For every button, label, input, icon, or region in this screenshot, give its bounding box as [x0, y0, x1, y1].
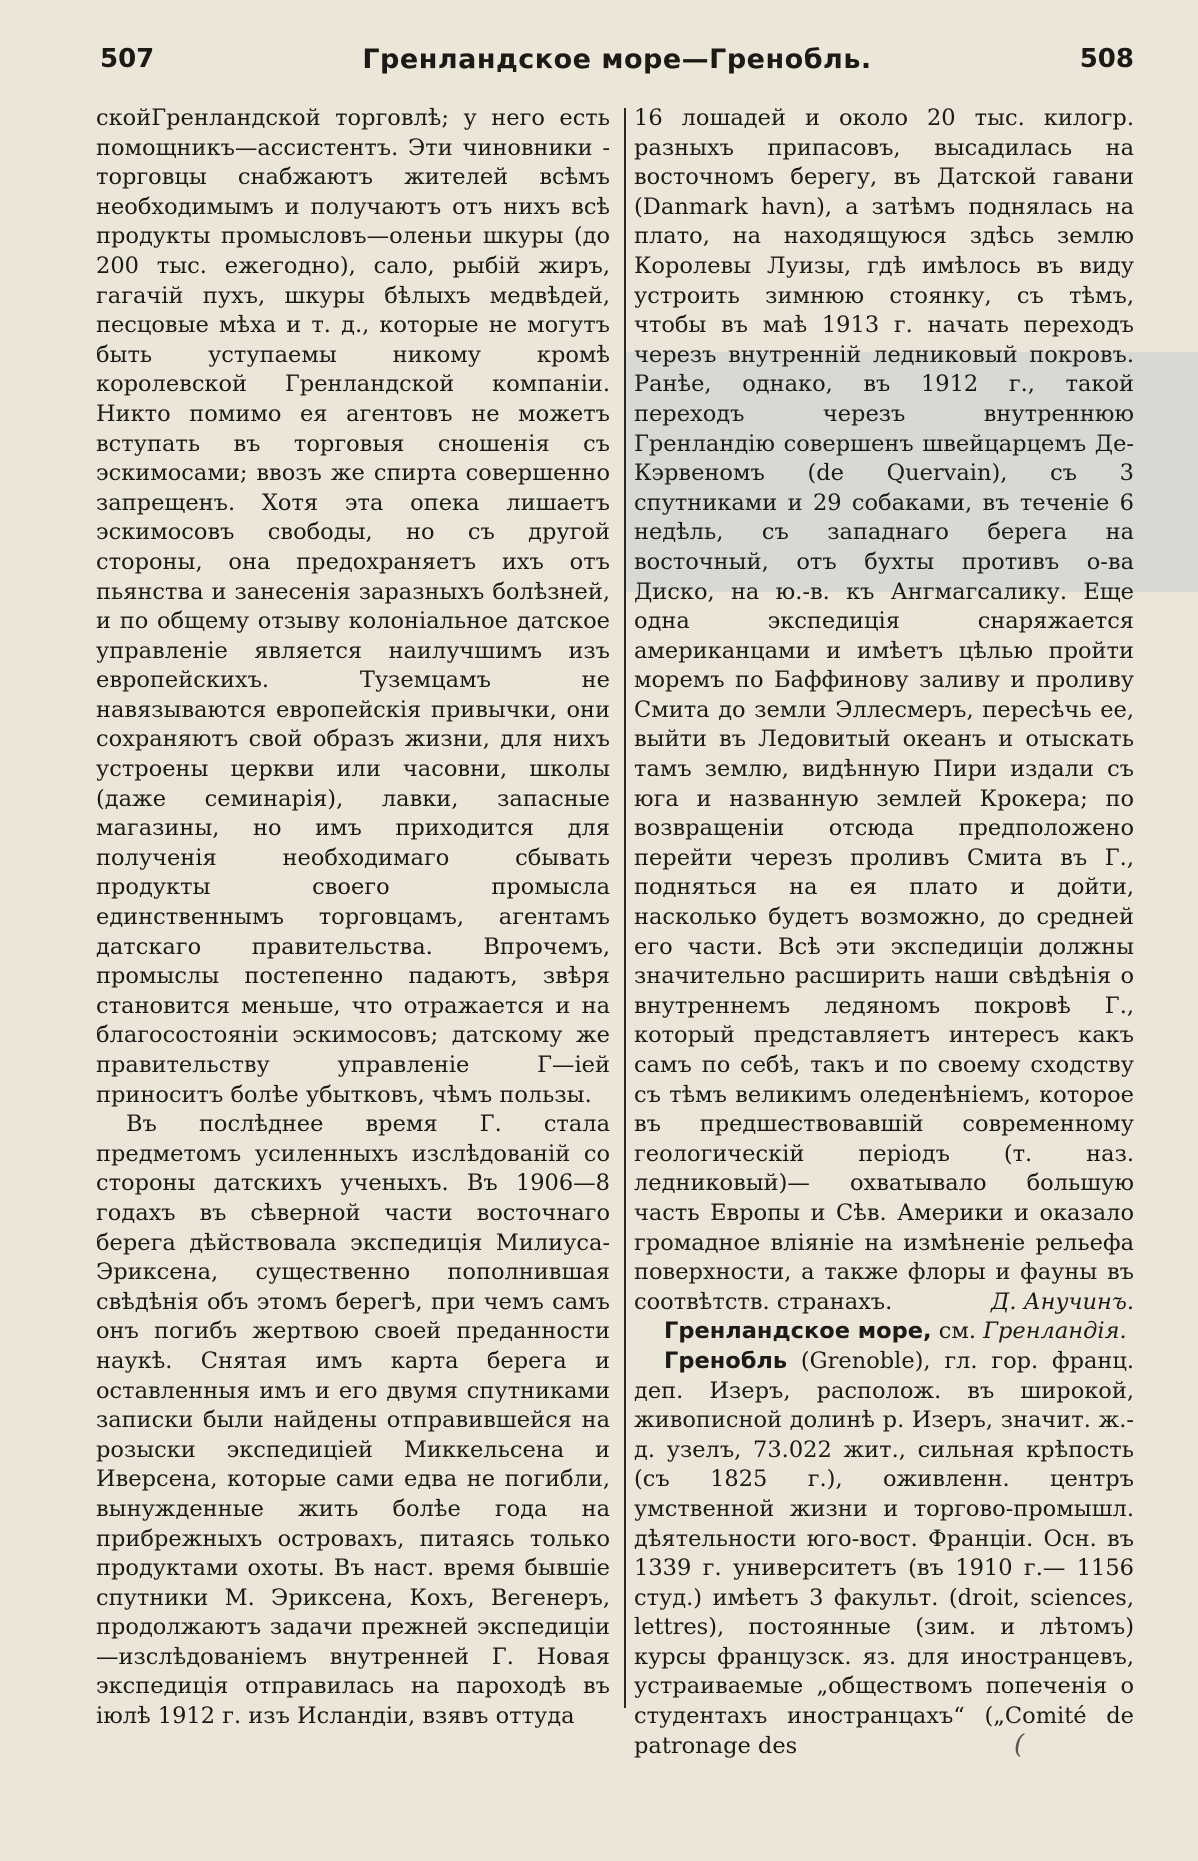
- right-column: [634, 104, 1134, 1759]
- page-number-left: 507: [100, 44, 155, 74]
- running-title: Гренландское море—Гренобль.: [362, 44, 872, 75]
- entry-grenoble-head: Гренобль: [664, 1347, 788, 1374]
- page-number-right: 508: [1079, 44, 1134, 74]
- right-paragraph-1-text: 16 лошадей и около 20 тыс. килогр. разныхъ припасовъ, высадилась на восточномъ берегу, въ Датской гавани (Danmark havn), а затѣмъ поднялась на плато, на находящуюся здѣсь землю Королевы Луизы, гдѣ имѣлось въ виду устроить зимнюю стоянку, съ тѣмъ, чтобы въ маѣ 1913 г. начать переходъ черезъ внутренній ледниковый покровъ. Ранѣе, однако, въ 1912 г., такой переходъ черезъ внутреннюю Гренландію совершенъ швейцарцемъ Де-Кэрвеномъ (de Quervain), съ 3 спутниками и 29 собаками, въ теченіе 6 недѣль, съ западнаго берега на восточный, отъ бухты противъ о-ва Диско, на ю.-в. къ Ангмагсалику. Еще одна экспедиція снаряжается американцами и имѣетъ цѣлью пройти моремъ по Баффинову заливу и проливу Смита до земли Эллесмеръ, пересѣчь ее, выйти въ Ледовитый океанъ и отыскать тамъ землю, видѣнную Пири издали съ юга и названную землей Крокера; по возвращеніи отсюда предположено перейти черезъ проливъ Смита въ Г., подняться на ея плато и дойти, насколько будетъ возможно, до средней его части. Всѣ эти экспедиціи должны значительно расширить наши свѣдѣнія о внутреннемъ ледяномъ покровѣ Г., который представляетъ интересъ какъ самъ по себѣ, такъ и по своему сходству съ тѣмъ великимъ оледенѣніемъ, которое въ предшествовавшій современному геологическій періодъ (т. наз. ледниковый)— охватывало большую часть Европы и Сѣв. Америки и оказало громадное вліяніе на измѣненіе рельефа поверхности, а также флоры и фауны въ соотвѣтств. странахъ.: [634, 105, 1134, 1315]
- left-paragraph-1: скойГренландской торговлѣ; у него есть помощникъ—ассистентъ. Эти чиновники - торговцы снабжаютъ жителей всѣмъ необходимымъ и получаютъ отъ нихъ всѣ продукты промысловъ—оленьи шкуры (до 200 тыс. ежегодно), сало, рыбій жиръ, гагачій пухъ, шкуры бѣлыхъ медвѣдей, песцовые мѣха и т. д., которые не могутъ быть уступаемы никому кромѣ королевской Гренландской компаніи. Никто помимо ея агентовъ не можетъ вступать въ торговыя сношенія съ эскимосами; ввозъ же спирта совершенно запрещенъ. Хотя эта опека лишаетъ эскимосовъ свободы, но съ другой стороны, она предохраняетъ ихъ отъ пьянства и занесенія заразныхъ болѣзней, и по общему отзыву колоніальное датское управленіе является наилучшимъ изъ европейскихъ. Туземцамъ не навязываются европейскія привычки, они сохраняютъ свой образъ жизни, для нихъ устроены церкви или часовни, школы (даже семинарія), лавки, запасные магазины, но имъ приходится для полученія необходимаго сбывать продукты своего промысла единственнымъ торговцамъ, агентамъ датскаго правительства. Впрочемъ, промыслы постепенно падаютъ, звѣря становится меньше, что отражается и на благосостояніи эскимосовъ; датскому же правительству управленіе Г—іей приноситъ болѣе убытковъ, чѣмъ пользы.: [96, 105, 610, 1108]
- pencil-mark: (: [1014, 1730, 1025, 1760]
- author-signature: Д. Анучинъ.: [991, 1288, 1134, 1315]
- left-column: [96, 104, 610, 1730]
- entry-greenland-sea-head: Гренландское море,: [664, 1318, 932, 1345]
- entry-grenoble: [634, 1347, 1134, 1761]
- entry-greenland-sea-ref: Гренландія.: [983, 1318, 1127, 1345]
- entry-grenoble-text: (Grenoble), гл. гор. франц. деп. Изеръ, располож. въ широкой, живописной долинѣ р. Изеръ, значит. ж.-д. узелъ, 73.022 жит., сильная крѣпость (съ 1825 г.), оживленн. центръ умственной жизни и торгово-промышл. дѣятельности юго-вост. Франціи. Осн. въ 1339 г. университетъ (въ 1910 г.— 1156 студ.) имѣетъ 3 факульт. (droit, sciences, lettres), постоянные (зим. и лѣтомъ) курсы французск. яз. для иностранцевъ, устраиваемые „обществомъ попеченія о студентахъ иностранцахъ“ („Comité de patronage des: [634, 1347, 1134, 1759]
- entry-greenland-sea: [634, 1317, 1134, 1347]
- page-header: [96, 44, 1138, 80]
- column-divider: [624, 108, 626, 1708]
- right-paragraph-1: [634, 104, 1134, 1317]
- left-paragraph-2: Въ послѣднее время Г. стала предметомъ усиленныхъ изслѣдованій со стороны датскихъ ученыхъ. Въ 1906—8 годахъ въ сѣверной части восточнаго берега дѣйствовала экспедиція Милиуса-Эриксена, существенно пополнившая свѣдѣнія объ этомъ берегѣ, при чемъ самъ онъ погибъ жертвою своей преданности наукѣ. Снятая имъ карта берега и оставленныя имъ и его двумя спутниками записки были найдены отправившейся на розыски экспедиціей Миккельсена и Иверсена, которые сами едва не погибли, вынужденные жить болѣе года на прибрежныхъ островахъ, питаясь только продуктами охоты. Въ наст. время бывшіе спутники М. Эриксена, Кохъ, Вегенеръ, продолжаютъ задачи прежней экспедиціи—изслѣдованіемъ внутренней Г. Новая экспедиція отправилась на пароходѣ въ іюлѣ 1912 г. изъ Исландіи, взявъ оттуда: [96, 1111, 610, 1730]
- entry-greenland-sea-see: см.: [931, 1318, 984, 1345]
